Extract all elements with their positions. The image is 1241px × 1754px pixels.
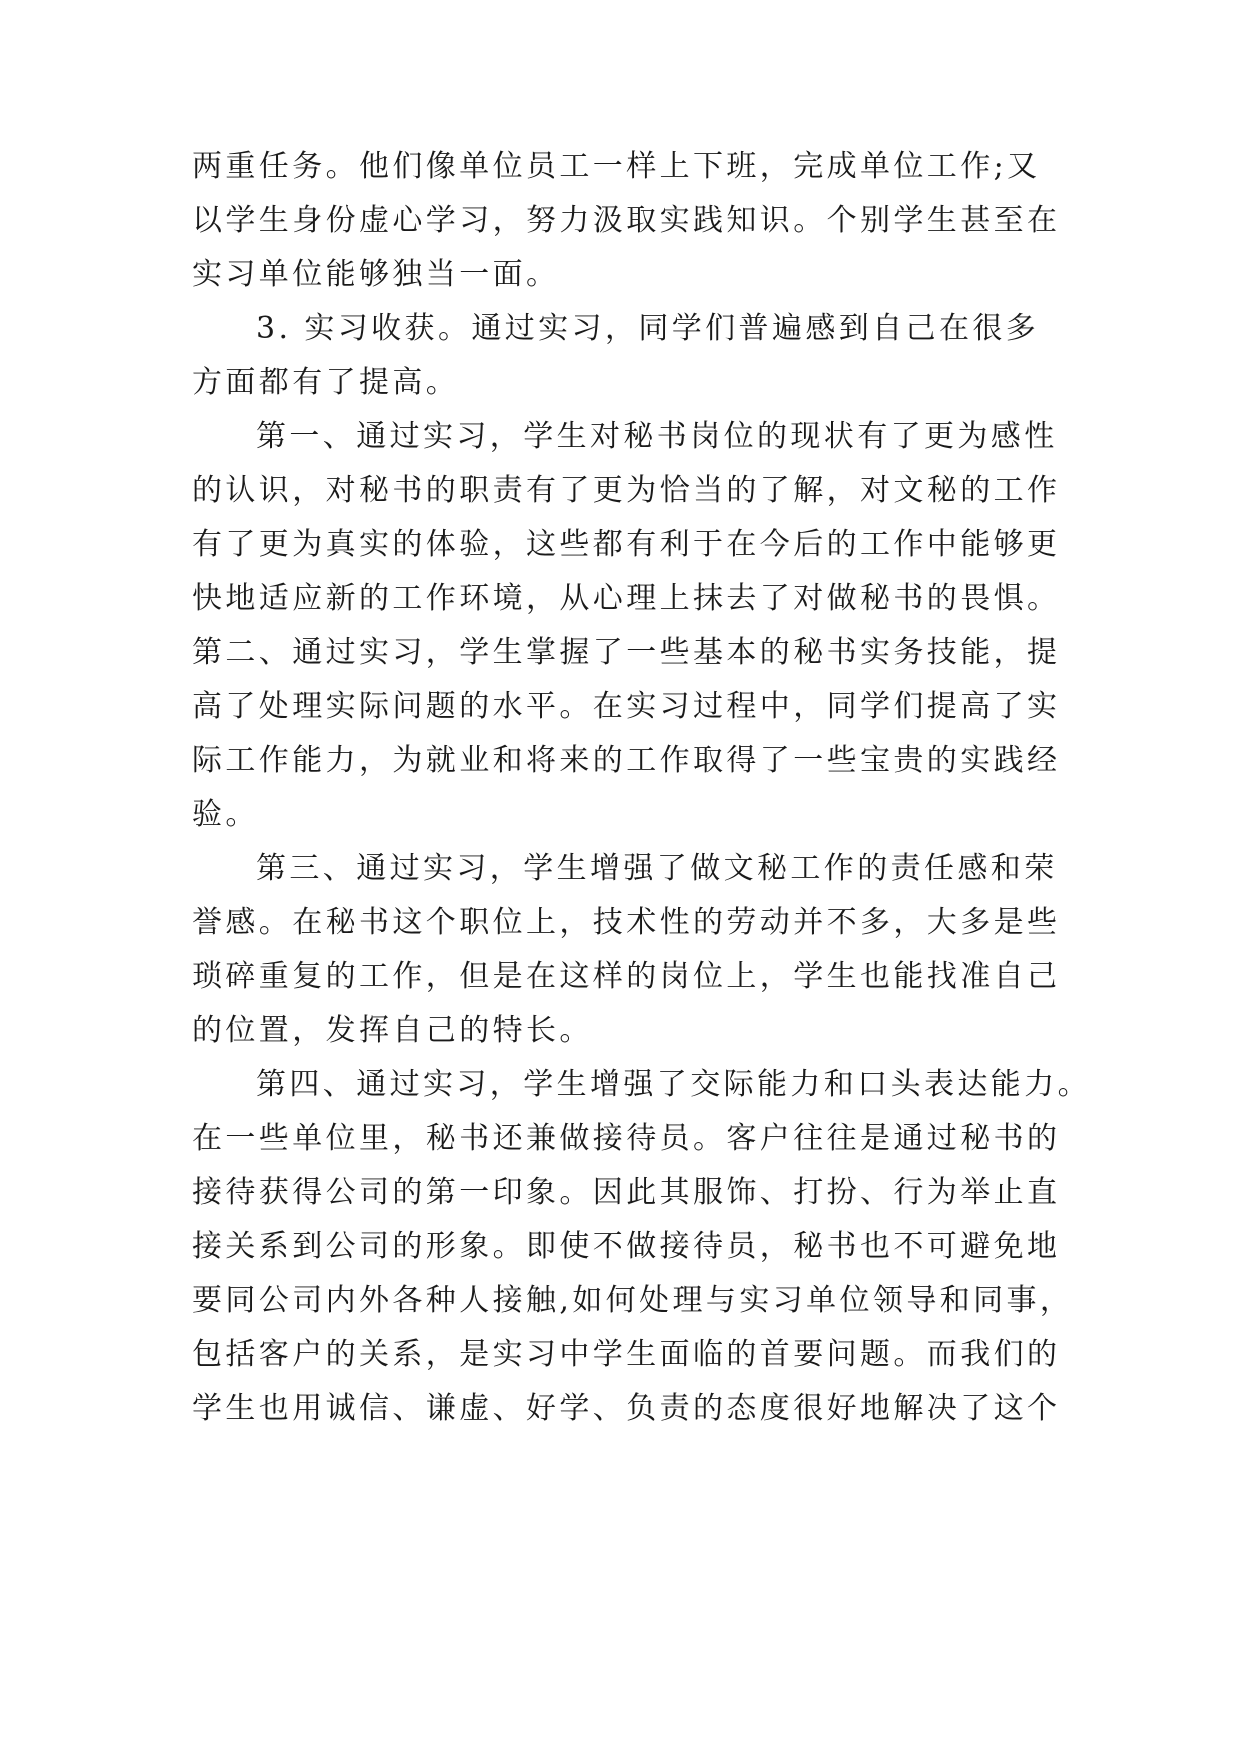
text-line: 接待获得公司的第一印象。因此其服饰、打扮、行为举止直: [192, 1175, 1061, 1210]
paragraph-first-line: 第一、通过实习，学生对秘书岗位的现状有了更为感性: [256, 419, 1058, 454]
text-line: 在一些单位里，秘书还兼做接待员。客户往往是通过秘书的: [192, 1121, 1061, 1156]
text-line: 两重任务。他们像单位员工一样上下班，完成单位工作;又: [192, 149, 1041, 184]
paragraph-first-line: 第三、通过实习，学生增强了做文秘工作的责任感和荣: [256, 851, 1058, 886]
text-line: 学生也用诚信、谦虚、好学、负责的态度很好地解决了这个: [192, 1391, 1061, 1426]
text-line: 际工作能力，为就业和将来的工作取得了一些宝贵的实践经: [192, 743, 1061, 778]
paragraph-first-line: 3. 实习收获。通过实习，同学们普遍感到自己在很多: [256, 311, 1040, 346]
text-line: 第二、通过实习，学生掌握了一些基本的秘书实务技能，提: [192, 635, 1061, 670]
text-line: 包括客户的关系，是实习中学生面临的首要问题。而我们的: [192, 1337, 1061, 1372]
text-line: 的认识，对秘书的职责有了更为恰当的了解，对文秘的工作: [192, 473, 1061, 508]
text-line: 高了处理实际问题的水平。在实习过程中，同学们提高了实: [192, 689, 1061, 724]
text-line: 实习单位能够独当一面。: [192, 257, 560, 292]
text-line: 誉感。在秘书这个职位上，技术性的劳动并不多，大多是些: [192, 905, 1061, 940]
text-line: 方面都有了提高。: [192, 365, 460, 400]
text-line: 快地适应新的工作环境，从心理上抹去了对做秘书的畏惧。: [192, 581, 1061, 616]
text-line: 有了更为真实的体验，这些都有利于在今后的工作中能够更: [192, 527, 1061, 562]
text-line: 验。: [192, 797, 259, 832]
text-line: 要同公司内外各种人接触,如何处理与实习单位领导和同事，: [192, 1283, 1074, 1318]
text-line: 接关系到公司的形象。即使不做接待员，秘书也不可避免地: [192, 1229, 1061, 1264]
text-line: 的位置，发挥自己的特长。: [192, 1013, 593, 1048]
text-line: 琐碎重复的工作，但是在这样的岗位上，学生也能找准自己: [192, 959, 1061, 994]
paragraph-first-line: 第四、通过实习，学生增强了交际能力和口头表达能力。: [256, 1067, 1091, 1102]
text-line: 以学生身份虚心学习，努力汲取实践知识。个别学生甚至在: [192, 203, 1061, 238]
